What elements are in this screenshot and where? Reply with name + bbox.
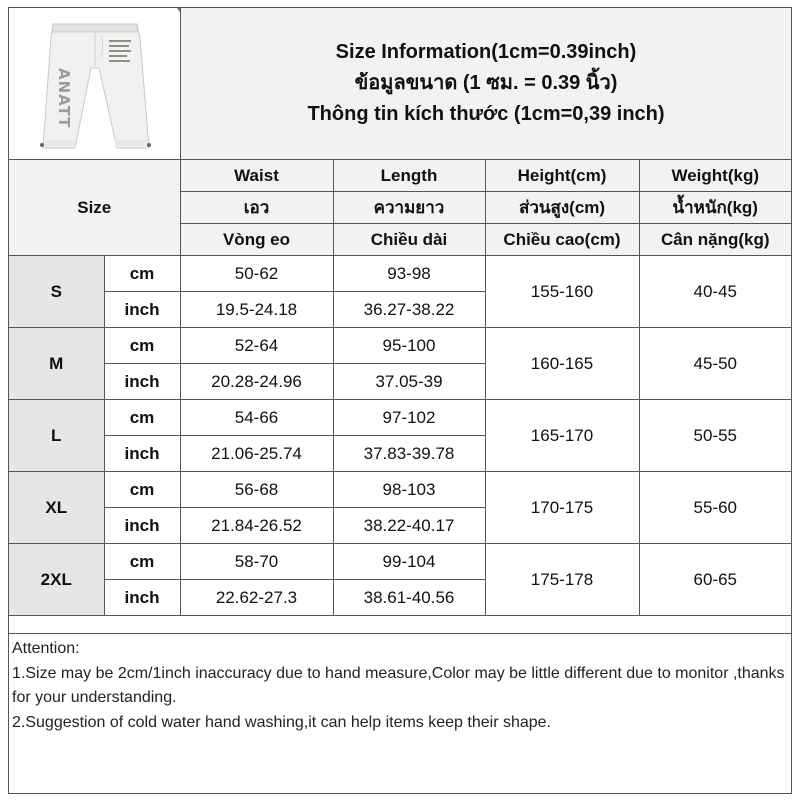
- unit-cm-label: cm: [104, 256, 180, 292]
- waist-cm-cell: 58-70: [180, 544, 333, 580]
- table-row: [9, 472, 791, 508]
- waist-header-en: Waist: [180, 160, 333, 192]
- weight-cell: 50-55: [639, 400, 791, 472]
- height-header-th: ส่วนสูง(cm): [485, 192, 639, 224]
- waist-cm-cell: 56-68: [180, 472, 333, 508]
- attention-notes: [9, 633, 791, 793]
- unit-cm-label: cm: [104, 544, 180, 580]
- table-row: [9, 256, 791, 292]
- unit-cm-label: cm: [104, 328, 180, 364]
- waist-header-vi: Vòng eo: [180, 224, 333, 256]
- length-inch-cell: 36.27-38.22: [333, 292, 485, 328]
- note-line: 1.Size may be 2cm/1inch inaccuracy due to hand measure,Color may be little different due to monitor ,thanks for your understanding.: [12, 664, 785, 706]
- height-cell: 170-175: [485, 472, 639, 544]
- size-table: [9, 160, 791, 616]
- unit-cm-label: cm: [104, 400, 180, 436]
- size-label: XL: [9, 472, 104, 544]
- height-cell: 160-165: [485, 328, 639, 400]
- waist-inch-cell: 20.28-24.96: [180, 364, 333, 400]
- length-header-th: ความยาว: [333, 192, 485, 224]
- weight-header-en: Weight(kg): [639, 160, 791, 192]
- table-row: [9, 544, 791, 580]
- title-block: [181, 8, 791, 159]
- weight-cell: 40-45: [639, 256, 791, 328]
- weight-cell: 55-60: [639, 472, 791, 544]
- header-row: [9, 160, 791, 192]
- weight-cell: 45-50: [639, 328, 791, 400]
- length-inch-cell: 38.22-40.17: [333, 508, 485, 544]
- length-cm-cell: 98-103: [333, 472, 485, 508]
- length-cm-cell: 95-100: [333, 328, 485, 364]
- waist-inch-cell: 22.62-27.3: [180, 580, 333, 616]
- weight-cell: 60-65: [639, 544, 791, 616]
- length-cm-cell: 99-104: [333, 544, 485, 580]
- unit-cm-label: cm: [104, 472, 180, 508]
- pants-icon: [9, 8, 180, 159]
- size-header: Size: [9, 160, 180, 256]
- weight-header-th: น้ำหนัก(kg): [639, 192, 791, 224]
- weight-header-vi: Cân nặng(kg): [639, 224, 791, 256]
- waist-cm-cell: 54-66: [180, 400, 333, 436]
- height-cell: 155-160: [485, 256, 639, 328]
- note-line: 2.Suggestion of cold water hand washing,it can help items keep their shape.: [12, 713, 551, 731]
- length-inch-cell: 38.61-40.56: [333, 580, 485, 616]
- height-cell: 165-170: [485, 400, 639, 472]
- unit-inch-label: inch: [104, 508, 180, 544]
- unit-inch-label: inch: [104, 436, 180, 472]
- unit-inch-label: inch: [104, 580, 180, 616]
- length-cm-cell: 93-98: [333, 256, 485, 292]
- length-inch-cell: 37.05-39: [333, 364, 485, 400]
- length-cm-cell: 97-102: [333, 400, 485, 436]
- waist-header-th: เอว: [180, 192, 333, 224]
- length-header-en: Length: [333, 160, 485, 192]
- unit-inch-label: inch: [104, 364, 180, 400]
- chart-header: [9, 8, 791, 160]
- table-row: [9, 328, 791, 364]
- waist-inch-cell: 21.84-26.52: [180, 508, 333, 544]
- waist-cm-cell: 52-64: [180, 328, 333, 364]
- title-english: Size Information(1cm=0.39inch): [335, 41, 637, 63]
- waist-cm-cell: 50-62: [180, 256, 333, 292]
- length-header-vi: Chiều dài: [333, 224, 485, 256]
- size-label: 2XL: [9, 544, 104, 616]
- height-cell: 175-178: [485, 544, 639, 616]
- height-header-en: Height(cm): [485, 160, 639, 192]
- length-inch-cell: 37.83-39.78: [333, 436, 485, 472]
- title-vietnamese: Thông tin kích thước (1cm=0,39 inch): [307, 103, 665, 125]
- product-photo: [9, 8, 181, 159]
- table-row: [9, 400, 791, 436]
- notes-heading: Attention:: [12, 640, 80, 657]
- size-label: S: [9, 256, 104, 328]
- waist-inch-cell: 19.5-24.18: [180, 292, 333, 328]
- unit-inch-label: inch: [104, 292, 180, 328]
- title-thai: ข้อมูลขนาด (1 ซม. = 0.39 นิ้ว): [354, 72, 618, 94]
- size-label: M: [9, 328, 104, 400]
- size-label: L: [9, 400, 104, 472]
- svg-text:ANATT: ANATT: [55, 68, 73, 129]
- height-header-vi: Chiều cao(cm): [485, 224, 639, 256]
- waist-inch-cell: 21.06-25.74: [180, 436, 333, 472]
- size-chart: [8, 7, 792, 794]
